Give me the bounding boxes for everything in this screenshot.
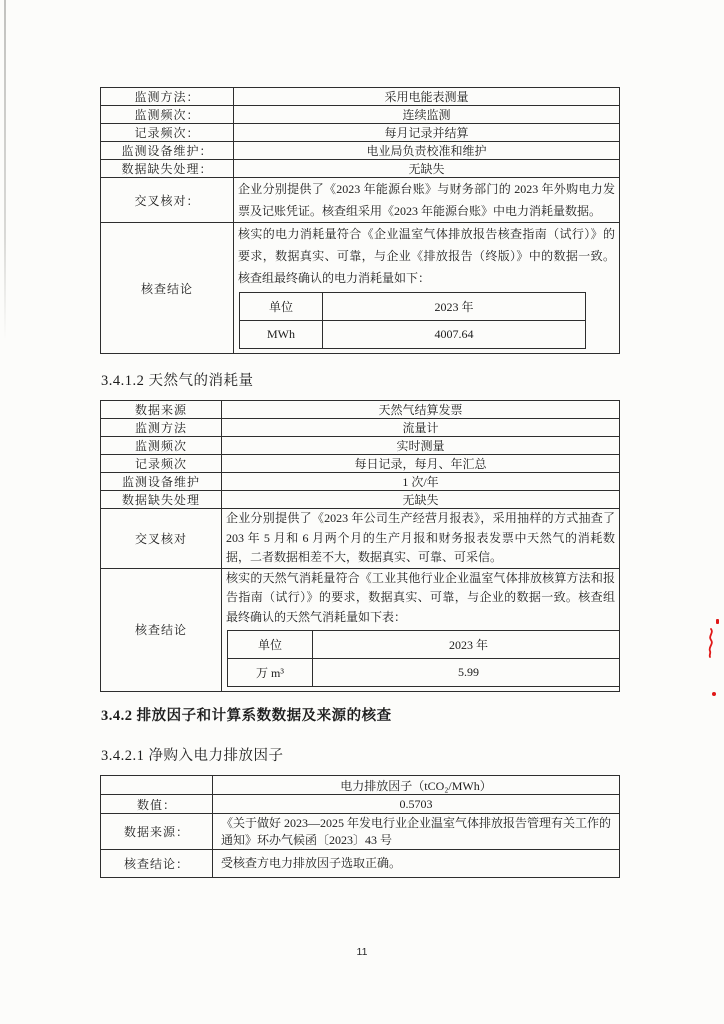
row-value: 无缺失 [222,491,620,509]
cross-check-text: 企业分别提供了《2023 年能源台账》与财务部门的 2023 年外购电力发票及记账凭证。核查组采用《2023 年能源台账》中电力消耗量数据。 [234,178,620,223]
table-row [101,142,620,160]
row-value: 1 次/年 [222,473,620,491]
unit-cell: 万 m³ [228,659,313,687]
unit-cell: MWh [240,321,323,349]
row-label: 数值： [101,795,213,814]
section-heading-3412: 3.4.1.2 天然气的消耗量 [101,373,254,389]
factor-header: 电力排放因子（tCO₂/MWh） [213,776,620,795]
conclusion-text: 核实的天然气消耗量符合《工业其他行业企业温室气体排放核算方法和报告指南（试行）》的要求，数据真实、可靠，与企业的数据一致。核查组最终确认的天然气消耗量如下表： [226,570,615,624]
table-row [101,795,620,814]
row-label: 核查结论 [101,223,234,354]
page-content [100,87,620,878]
scan-edge-artifact [4,0,6,340]
table-row [101,814,620,850]
value-cell: 4007.64 [323,321,586,349]
row-label: 记录频次 [101,455,222,473]
row-label: 核查结论 [101,568,222,692]
row-label: 记录频次： [101,124,234,142]
section-heading-342: 3.4.2 排放因子和计算系数数据及来源的核查 [101,708,392,724]
row-label: 监测方法 [101,419,222,437]
empty-header-cell [101,776,213,795]
row-value: 天然气结算发票 [222,401,620,419]
table-row [101,88,620,106]
row-value: 流量计 [222,419,620,437]
row-value: 电业局负责校准和维护 [234,142,620,160]
conclusion-text: 核实的电力消耗量符合《企业温室气体排放报告核查指南（试行）》的要求，数据真实、可靠，与企业《排放报告（终版）》中的数据一致。核查组最终确认的电力消耗量如下： [238,227,615,285]
year-header: 2023 年 [313,631,620,659]
row-label: 数据缺失处理 [101,491,222,509]
table-row [101,160,620,178]
table-row [228,631,620,659]
table-row [228,659,620,687]
table-row [101,106,620,124]
row-label: 交叉核对： [101,178,234,223]
row-value: 每日记录，每月、年汇总 [222,455,620,473]
table-row [101,419,620,437]
cross-check-row [101,509,620,569]
table-row [101,850,620,878]
row-label: 监测设备维护 [101,473,222,491]
unit-header: 单位 [228,631,313,659]
gas-monitoring-table [100,400,620,692]
conclusion-text: 受核查方电力排放因子选取正确。 [213,850,620,878]
row-value: 每月记录并结算 [234,124,620,142]
table-row [101,491,620,509]
section-heading-3421: 3.4.2.1 净购入电力排放因子 [101,748,284,764]
red-ink-dot-mark [712,692,716,696]
conclusion-row [101,223,620,354]
data-source-text: 《关于做好 2023—2025 年发电行业企业温室气体排放报告管理有关工作的通知》环办气候函〔2023〕43 号 [213,814,620,850]
row-label: 核查结论： [101,850,213,878]
value-cell: 5.99 [313,659,620,687]
row-value: 采用电能表测量 [234,88,620,106]
red-ink-squiggle-mark [705,628,717,658]
emission-factor-table [100,775,620,878]
unit-header: 单位 [240,293,323,321]
conclusion-cell [222,568,620,692]
electricity-monitoring-table [100,87,620,354]
table-row [101,124,620,142]
conclusion-row [101,568,620,692]
cross-check-text: 企业分别提供了《2023 年公司生产经营月报表》，采用抽样的方式抽查了 203 年 5 月和 6 月两个月的生产月报和财务报表发票中天然气的消耗数据，二者数据相差不大，数据真实、可靠、可采信。 [222,509,620,569]
header-row [101,776,620,795]
row-value: 无缺失 [234,160,620,178]
row-label: 监测方法： [101,88,234,106]
row-value: 实时测量 [222,437,620,455]
row-label: 监测设备维护： [101,142,234,160]
year-header: 2023 年 [323,293,586,321]
table-row [101,455,620,473]
table-row [101,473,620,491]
electricity-result-table [239,292,586,349]
row-label: 数据缺失处理： [101,160,234,178]
row-label: 监测频次 [101,437,222,455]
table-row [101,437,620,455]
table-row [101,401,620,419]
gas-result-table [227,630,620,687]
table-row [240,293,586,321]
row-label: 监测频次： [101,106,234,124]
row-label: 数据来源： [101,814,213,850]
row-value: 连续监测 [234,106,620,124]
factor-value: 0.5703 [213,795,620,814]
row-label: 数据来源 [101,401,222,419]
table-row [240,321,586,349]
cross-check-row [101,178,620,223]
conclusion-cell [234,223,620,354]
page-number: 11 [356,946,368,958]
red-ink-tick-mark [716,619,719,624]
row-label: 交叉核对 [101,509,222,569]
